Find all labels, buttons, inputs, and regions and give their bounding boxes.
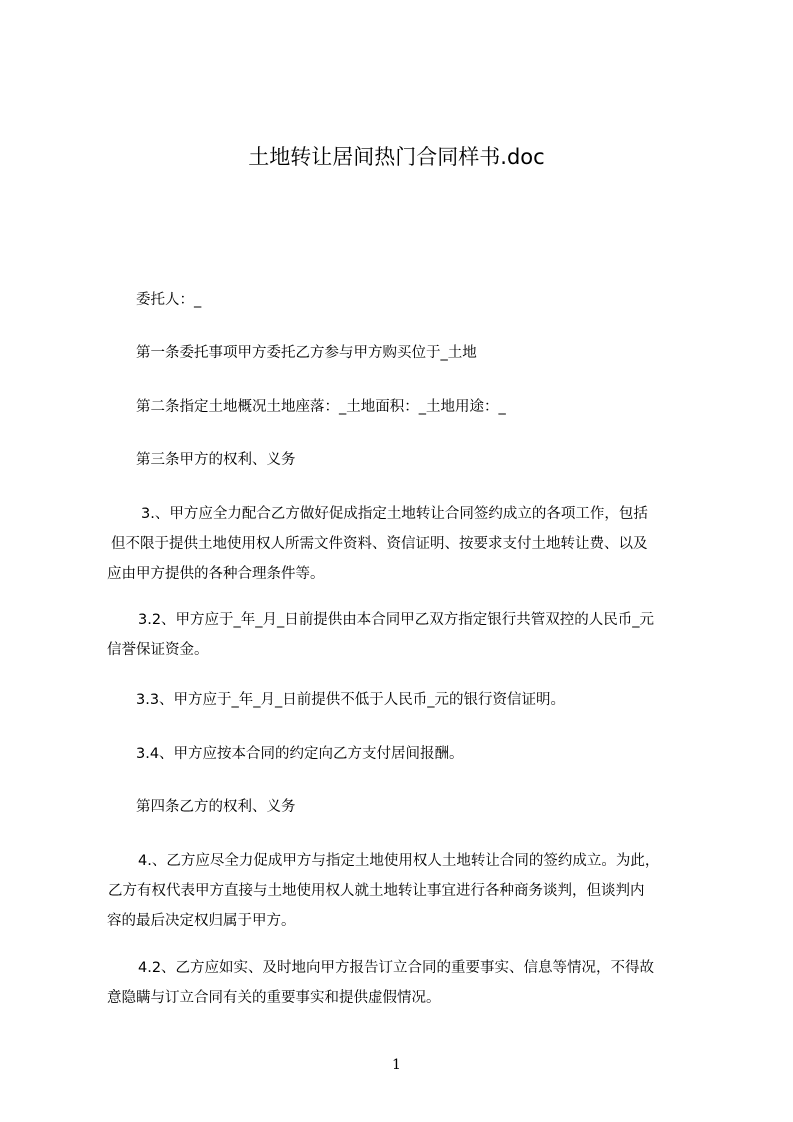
text-line: 4.2、乙方应如实、及时地向甲方报告订立合同的重要事实、信息等情况，不得故 [138,960,655,976]
text-line: 3.、甲方应全力配合乙方做好促成指定土地转让合同签约成立的各项工作，包括 [141,506,648,522]
text-line: 意隐瞒与订立合同有关的重要事实和提供虚假情况。 [107,990,441,1006]
text-line: 委托人：_ [136,292,202,308]
text-line: 3.4、甲方应按本合同的约定向乙方支付居间报酬。 [136,746,464,762]
text-line: 第一条委托事项甲方委托乙方参与甲方购买位于_土地 [136,345,477,361]
text-line: 乙方有权代表甲方直接与土地使用权人就土地转让事宜进行各种商务谈判，但谈判内 [108,883,645,899]
text-line: 容的最后决定权归属于甲方。 [107,913,296,929]
page-number: 1 [392,1057,401,1073]
paragraph-3-4 [136,739,736,769]
text-line: 但不限于提供土地使用权人所需文件资料、资信证明、按要求支付土地转让费、以及 [111,536,648,552]
paragraph-4-2 [107,953,707,1013]
paragraph-article-2 [136,392,736,422]
paragraph-4-1 [107,846,707,936]
paragraph-3-2 [107,605,707,665]
text-line: 应由甲方提供的各种合理条件等。 [107,566,325,582]
paragraph-article-3-heading [136,445,736,475]
text-line: 4.、乙方应尽全力促成甲方与指定土地使用权人土地转让合同的签约成立。为此， [138,853,660,869]
text-line: 3.2、甲方应于_年_月_日前提供由本合同甲乙双方指定银行共管双控的人民币_元 [138,612,655,628]
text-line: 第四条乙方的权利、义务 [136,799,296,815]
text-line: 第二条指定土地概况土地座落：_土地面积：_土地用途：_ [136,399,506,415]
paragraph-article-4-heading [136,792,736,822]
paragraph-article-1 [136,338,736,368]
paragraph-client [136,285,736,315]
paragraph-3-1 [107,499,707,589]
text-line: 信誉保证资金。 [107,642,209,658]
document-title: 土地转让居间热门合同样书.doc [248,145,545,169]
text-line: 3.3、甲方应于_年_月_日前提供不低于人民币_元的银行资信证明。 [136,692,566,708]
paragraph-3-3 [136,685,736,715]
text-line: 第三条甲方的权利、义务 [136,452,296,468]
